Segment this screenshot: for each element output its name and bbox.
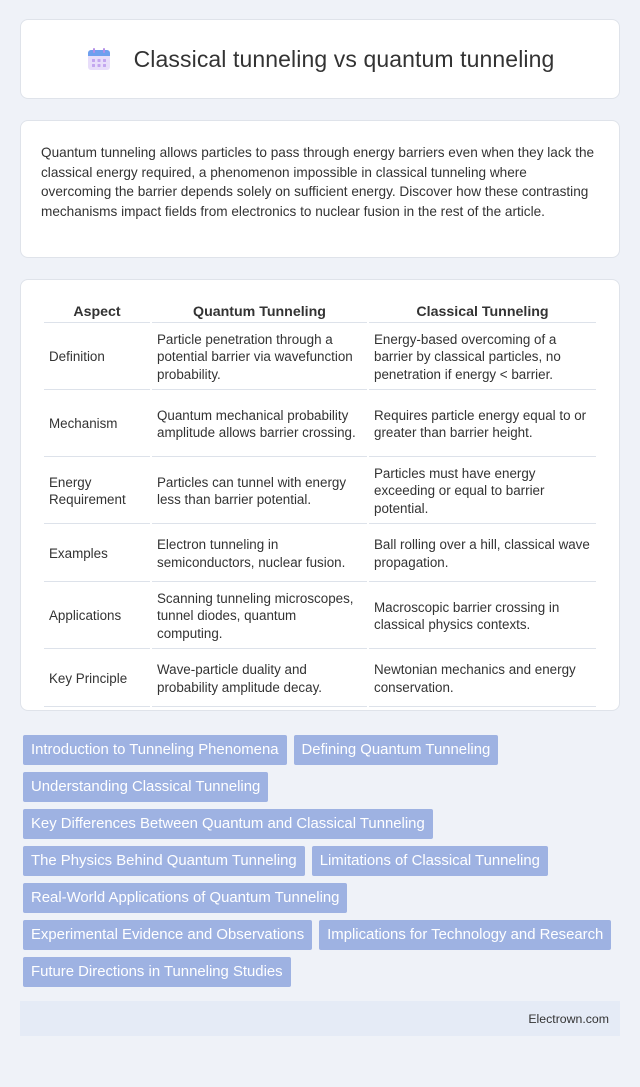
tag-experimental-evidence[interactable]: Experimental Evidence and Observations (23, 920, 312, 950)
table-cell-classical: Ball rolling over a hill, classical wave propagation. (369, 526, 596, 582)
tag-key-differences[interactable]: Key Differences Between Quantum and Classical Tunneling (23, 809, 433, 839)
table-row (44, 325, 596, 390)
table-row (44, 526, 596, 582)
table-cell-classical: Particles must have energy exceeding or equal to barrier potential. (369, 459, 596, 524)
intro-text: Quantum tunneling allows particles to pass through energy barriers even when they lack the classical energy required, a phenomenon impossible in classical tunneling where overcoming the barrier depends solely on sufficient energy. Discover how these contrasting mechanisms impact fields from electronics to nuclear fusion in the rest of the article. (41, 145, 595, 219)
table-cell-quantum: Scanning tunneling microscopes, tunnel diodes, quantum computing. (152, 584, 367, 649)
column-header-classical: Classical Tunneling (369, 302, 596, 323)
calendar-icon (86, 46, 112, 72)
table-cell-aspect: Examples (44, 526, 150, 582)
table-header-row (44, 302, 596, 323)
table-row (44, 459, 596, 524)
page-footer (20, 1001, 620, 1036)
table-cell-classical: Requires particle energy equal to or greater than barrier height. (369, 392, 596, 457)
table-cell-quantum: Particle penetration through a potential barrier via wavefunction probability. (152, 325, 367, 390)
topic-tags (23, 735, 620, 987)
tag-implications-technology[interactable]: Implications for Technology and Research (319, 920, 611, 950)
tag-real-world-applications[interactable]: Real-World Applications of Quantum Tunneling (23, 883, 347, 913)
footer-site-name: Electrown.com (528, 1011, 609, 1026)
comparison-table-card (20, 279, 620, 711)
table-cell-aspect: Mechanism (44, 392, 150, 457)
table-cell-classical: Macroscopic barrier crossing in classical physics contexts. (369, 584, 596, 649)
table-cell-aspect: Definition (44, 325, 150, 390)
tag-defining-quantum[interactable]: Defining Quantum Tunneling (294, 735, 499, 765)
tag-introduction[interactable]: Introduction to Tunneling Phenomena (23, 735, 287, 765)
intro-section (20, 120, 620, 258)
page-title: Classical tunneling vs quantum tunneling (133, 45, 555, 72)
table-row (44, 651, 596, 707)
table-cell-classical: Newtonian mechanics and energy conservation. (369, 651, 596, 707)
table-cell-classical: Energy-based overcoming of a barrier by classical particles, no penetration if energy < barrier. (369, 325, 596, 390)
table-cell-aspect: Energy Requirement (44, 459, 150, 524)
tag-physics-behind[interactable]: The Physics Behind Quantum Tunneling (23, 846, 305, 876)
column-header-aspect: Aspect (44, 302, 150, 323)
table-cell-quantum: Particles can tunnel with energy less than barrier potential. (152, 459, 367, 524)
comparison-table (42, 300, 598, 709)
table-cell-aspect: Applications (44, 584, 150, 649)
table-cell-aspect: Key Principle (44, 651, 150, 707)
table-cell-quantum: Electron tunneling in semiconductors, nuclear fusion. (152, 526, 367, 582)
table-cell-quantum: Wave-particle duality and probability amplitude decay. (152, 651, 367, 707)
column-header-quantum: Quantum Tunneling (152, 302, 367, 323)
tag-understanding-classical[interactable]: Understanding Classical Tunneling (23, 772, 268, 802)
page-header (20, 19, 620, 99)
table-row (44, 584, 596, 649)
table-row (44, 392, 596, 457)
tag-limitations-classical[interactable]: Limitations of Classical Tunneling (312, 846, 548, 876)
table-cell-quantum: Quantum mechanical probability amplitude allows barrier crossing. (152, 392, 367, 457)
tag-future-directions[interactable]: Future Directions in Tunneling Studies (23, 957, 291, 987)
